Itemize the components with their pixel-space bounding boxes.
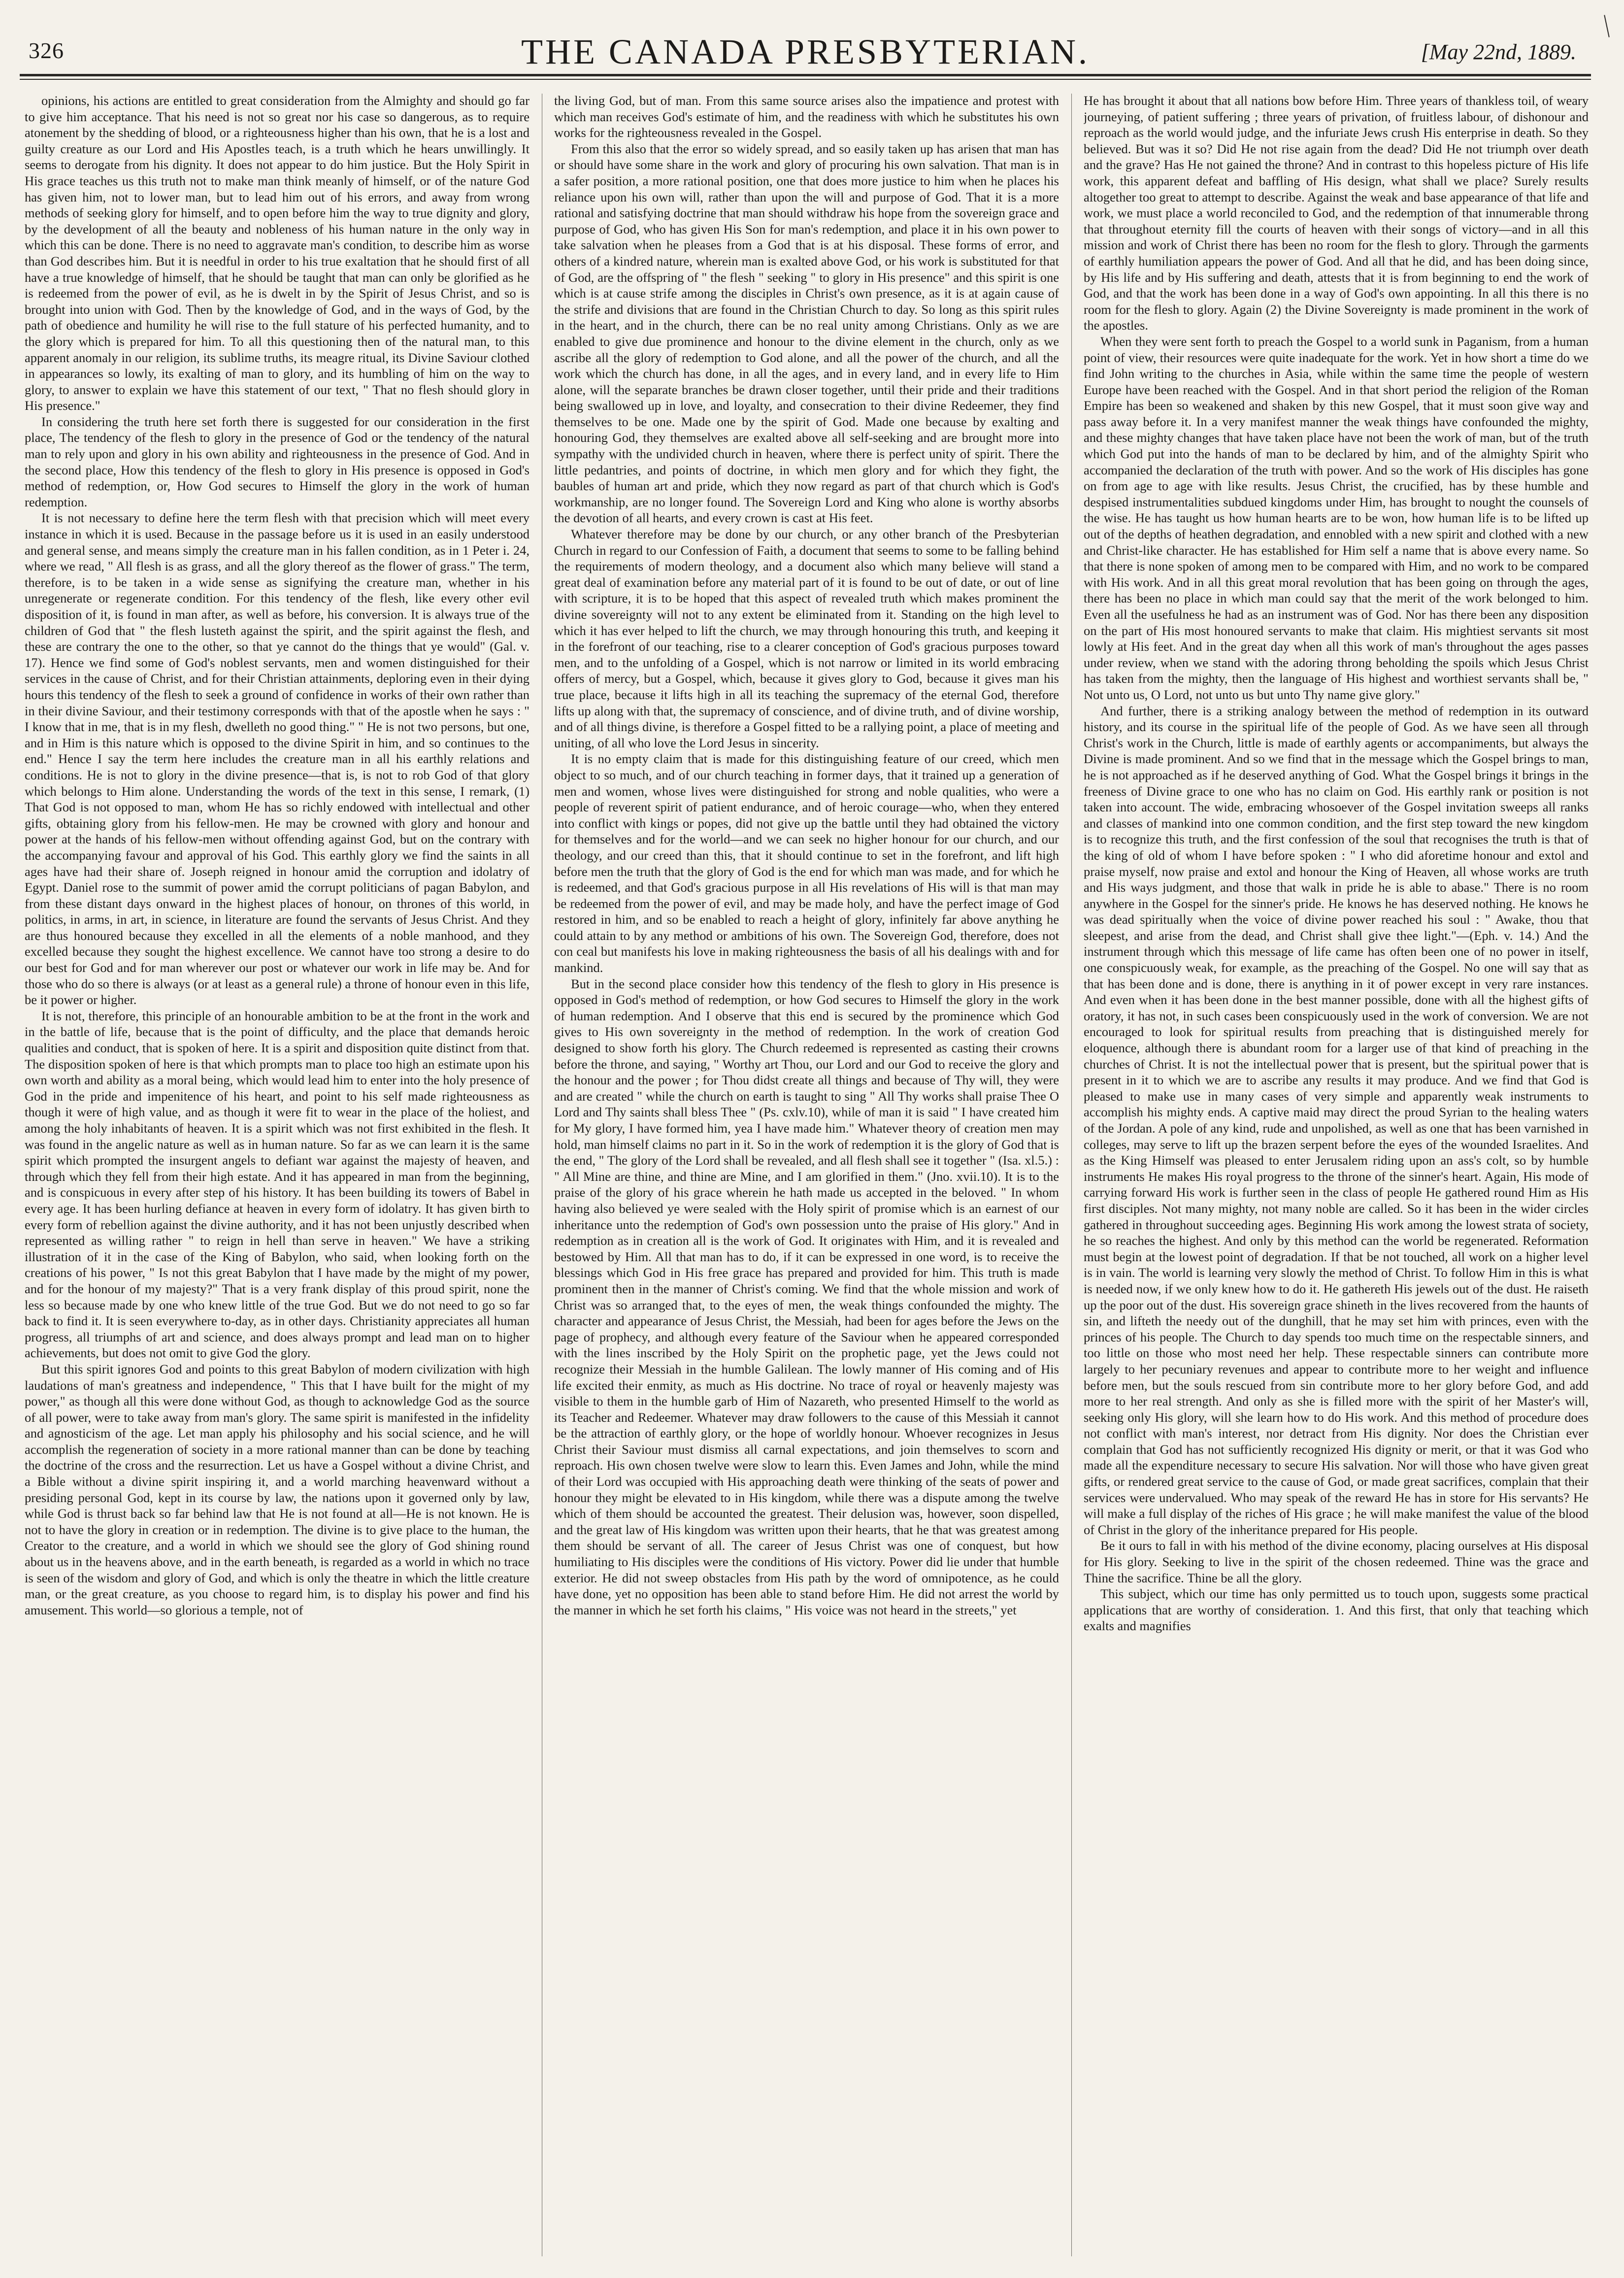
corner-mark [1604,15,1610,37]
newspaper-title: THE CANADA PRESBYTERIAN. [521,32,1090,71]
masthead [20,29,1591,74]
text-column-2 [554,93,1059,2260]
text-column-3 [1084,93,1589,2260]
paragraph: This subject, which our time has only permitted us to touch upon, suggests some practical applications that are worthy of consideration. 1. And this first, that only that teaching which exalts and magnifies [1084,1586,1589,1634]
paragraph: the living God, but of man. From this same source arises also the impatience and protest with which man receives God's estimate of him, and the readiness with which he substitutes his own works for the righteousness revealed in the Gospel. [554,93,1059,140]
paragraph: opinions, his actions are entitled to great consideration from the Almighty and should go far to give him acceptance. That his need is not so great nor his case so dangerous, as to require atonement by the shedding of blood, or a righteousness higher than his own, that he is a lost and guilty creature as our Lord and His Apostles teach, is a truth which he hears unwillingly. It seems to derogate from his dignity. It does not appear to do him justice. But the Holy Spirit in His grace teaches us this truth not to make man think meanly of himself, or of the nature God has given him, not to lower man, but to lead him out of his errors, and away from wrong methods of seeking glory for himself, and to open before him the way to true dignity and glory, by the development of all the beauty and nobleness of his human nature in the only way in which this can be done. There is no need to aggravate man's condition, to describe him as worse than God describes him. But it is needful in order to his true exaltation that he should first of all have a true knowledge of himself, that he should be taught that man can only be glorified as he is redeemed from the power of evil, as he is dwelt in by the Spirit of Jesus Christ, and so is brought into union with God. Then by the knowledge of God, and in the ways of God, by the path of obedience and humility he will rise to the full stature of his perfected humanity, and to the glory which is prepared for him. To all this questioning then of the natural man, to this apparent anomaly in our religion, its sublime truths, its meagre ritual, its Divine Saviour clothed in appearances so lowly, its exalting of man to glory, and its humbling of him on the way to glory, to answer to explain we have this statement of our text, " That no flesh should glory in His presence." [25,93,530,413]
paragraph: From this also that the error so widely spread, and so easily taken up has arisen that man has or should have some share in the work and glory of procuring his own salvation. That man is in a safer position, a more rational position, one that does more justice to him when he places his reliance upon his own will, rather than upon the will and purpose of God. That it is a more rational and satisfying doctrine that man should withdraw his hope from the sovereign grace and purpose of God, who has given His Son for man's redemption, and place it in his own power to take salvation when he pleases from a God that is at his disposal. These forms of error, and others of a kindred nature, wherein man is exalted above God, or his work is substituted for that of God, are the offspring of " the flesh " seeking " to glory in His presence" and this spirit is one which is at cause strife among the disciples in Christ's own presence, as it is at again cause of the strife and divisions that are found in the Christian Church to day. So long as this spirit rules in the heart, and in the church, there can be no real unity among Christians. Only as we are enabled to give due prominence and honour to the divine element in the church, only as we ascribe all the glory of redemption to God alone, and all the power of the church, and all the work which the church has done, in all the ages, and in every land, and in every life to Him alone, will the separate branches be drawn closer together, until their pride and their traditions being swallowed up in love, and loyalty, and consecration to their divine Redeemer, they find themselves to be one. Made one by the spirit of God. Made one because by exalting and honouring God, they themselves are exalted above all self-seeking and are brought more into sympathy with the undivided church in heaven, where there is perfect unity of spirit. There the little pedantries, and points of doctrine, in which men glory and for which they fight, the baubles of human art and pride, which they now regard as part of that church which is God's workmanship, are no longer found. The Sovereign Lord and King who alone is worthy absorbs the devotion of all hearts, and every crown is cast at His feet. [554,141,1059,526]
paragraph: It is not, therefore, this principle of an honourable ambition to be at the front in the work and in the battle of life, because that is the point of difficulty, and the place that demands heroic qualities and conduct, that is spoken of here. It is a spirit and disposition quite distinct from that. The disposition spoken of here is that which prompts man to place too high an estimate upon his own worth and ability as a moral being, which would lead him to enter into the holy presence of God in the pride and impenitence of his heart, and point to his self made righteousness as though it were of high value, and as though it were fit to wear in the place of the holiest, and among the holy inhabitants of heaven. It is a spirit which was not first exhibited in the flesh. It was found in the angelic nature as well as in human nature. So far as we can learn it is the same spirit which prompted the insurgent angels to defiant war against the majesty of heaven, and through which they fell from their high estate. And it has appeared in man from the beginning, and is conspicuous in every after step of his history. It has been building its towers of Babel in every age. It has been hurling defiance at heaven in every form of idolatry. It has given birth to every form of rebellion against the divine authority, and it has not been unjustly described when represented as willing rather " to reign in hell than serve in heaven." We have a striking illustration of it in the case of the King of Babylon, who said, when looking forth on the creations of his power, " Is not this great Babylon that I have made by the might of my power, and for the honour of my majesty?" That is a very frank display of this proud spirit, none the less so because made by one who knew little of the true God. But we do not need to go so far back to find it. It is seen everywhere to-day, as in other days. Christianity appreciates all human progress, all triumphs of art and science, and does always prompt and lead man on to higher achievements, but does not omit to give God the glory. [25,1008,530,1361]
paragraph: When they were sent forth to preach the Gospel to a world sunk in Paganism, from a human point of view, their resources were quite inadequate for the work. Yet in how short a time do we find John writing to the churches in Asia, while within the same time the people of western Europe have been reached with the Gospel. And in that short period the religion of the Roman Empire has been so weakened and shaken by this new Gospel, that it must soon give way and pass away before it. In a very manifest manner the weak things have confounded the mighty, and these mighty changes that have taken place have not been the work of man, but of the truth which God put into the hands of man to be declared by him, and of the almighty Spirit who accompanied the declaration of the truth with power. And so the work of His disciples has gone on from age to age with like results. Jesus Christ, the crucified, has by these humble and despised instrumentalities subdued kingdoms under Him, has brought to nought the counsels of the wise. He has taught us how human hearts are to be won, how human life is to be lifted up out of the depths of heathen degradation, and ennobled with a new spirit and clothed with a new and Christ-like character. He has established for Him self a name that is above every name. So that there is none spoken of among men to be compared with Him, and no work to be compared with His work. And in all this great moral revolution that has been going on through the ages, there has been no place in which man could say that the merit of the work belonged to him. Even all the usefulness he had as an instrument was of God. Nor has there been any disposition on the part of His most honoured servants to make that claim. His mightiest servants sit most lowly at His feet. And in the great day when all this work of man's throughout the ages passes under review, when we stand with the adoring throng beholding the spoils which Jesus Christ has taken from the mighty, then the language of His highest and worthiest servants shall be, " Not unto us, O Lord, not unto us but unto Thy name give glory." [1084,334,1589,702]
issue-date: [May 22nd, 1889. [1421,40,1576,64]
paragraph: It is not necessary to define here the term flesh with that precision which will meet every instance in which it is used. Because in the passage before us it is used in an easily understood and general sense, and means simply the creature man in his fallen condition, as in 1 Peter i. 24, where we read, " All flesh is as grass, and all the glory thereof as the flower of grass." The term, therefore, is to be taken in a wide sense as signifying the creature man, whether in his unregenerate or regenerate condition. For this tendency of the flesh, like every other evil disposition of it, is found in man after, as well as before, his conversion. It is always true of the children of God that " the flesh lusteth against the spirit, and the spirit against the flesh, and these are contrary the one to the other, so that ye cannot do the things that ye would" (Gal. v. 17). Hence we find some of God's noblest servants, men and women distinguished for their services in the cause of Christ, and for their Christian attainments, deploring even in their dying hours this tendency of the flesh to seek a ground of confidence in works of their own rather than in their divine Saviour, and their testimony corresponds with that of the apostle when he says : " I know that in me, that is in my flesh, dwelleth no good thing." " He is not two persons, but one, and in Him is this nature which is opposed to the divine Spirit in him, and so continues to the end." Hence I say the term here includes the creature man in all his earthly relations and conditions. He is not to glory in the divine presence—that is, is not to rob God of that glory which belongs to Him alone. Understanding the words of the text in this sense, I remark, (1) That God is not opposed to man, whom He has so richly endowed with intellectual and other gifts, obtaining glory from his fellow-men. He may be crowned with glory and honour and power at the hands of his fellow-men without offending against God, but on the contrary with the accompanying favour and approval of his God. This earthly glory we find the saints in all ages have had their share of. Joseph reigned in honour amid the corruption and idolatry of Egypt. Daniel rose to the summit of power amid the corrupt politicians of pagan Babylon, and from these distant days onward in the highest places of honour, on thrones of this world, in politics, in arms, in art, in science, in literature are found the servants of Jesus Christ. And they are thus honoured because they excelled in all the elements of a noble manhood, and they excelled because they sought the highest excellence. We cannot have too strong a desire to do our best for God and for man wherever our post or whatever our work in life may be. And for those who do so there is always (or at least as a general rule) a throne of honour even in this life, be it power or higher. [25,510,530,1007]
paragraph: It is no empty claim that is made for this distinguishing feature of our creed, which men object to so much, and of our church teaching in former days, that it trained up a generation of men and women, whose lives were distinguished for strong and noble qualities, who were a people of reverent spirit of patient endurance, and of heroic courage—who, when they entered into conflict with kings or popes, did not give up the battle until they had obtained the victory for themselves and for the world—and we can seek no higher honour for our church, and our theology, and our creed than this, that it should continue to set in the forefront, and lift high before men the truth that the glory of God is the end for which man was made, and for which he is redeemed, and that God's gracious purpose in all His revelations of His will is that man may be redeemed from the power of evil, and may be made holy, and have the perfect image of God restored in him, and so be enabled to reach a height of glory, infinitely far above anything he could attain to by any method or ambitions of his own. The Sovereign God, therefore, does not con ceal but manifests his love in making righteousness the basis of all his dealings with and for mankind. [554,751,1059,975]
paragraph: Be it ours to fall in with his method of the divine economy, placing ourselves at His disposal for His glory. Seeking to live in the spirit of the chosen redeemed. Thine was the grace and Thine the sacrifice. Thine be all the glory. [1084,1538,1589,1585]
column-divider [1071,94,1072,2256]
paragraph: He has brought it about that all nations bow before Him. Three years of thankless toil, of weary journeying, of patient suffering ; three years of privation, of fruitless labour, of dishonour and reproach as the world would judge, and the infuriate Jews crush His enterprise in death. So they believed. But was it so? Did He not rise again from the dead? Did He not triumph over death and the grave? Has He not gained the throne? And in contrast to this hopeless picture of His life work, this apparent defeat and baffling of His design, what shall we place? Surely results altogether too great to attempt to describe. Against the weak and base appearance of that life and work, we must place a world reconciled to God, and the redemption of that innumerable throng that throughout eternity fill the courts of heaven with their songs of victory—and in all this mission and work of Christ there has been no room for the flesh to glory. Through the garments of earthly humiliation appears the power of God. And all that he did, and has been doing since, by His life and by His suffering and death, attests that it is from beginning to end the work of God, and that the work has been done in a way of God's own appointing. In all this there is no room for the flesh to glory. Again (2) the Divine Sovereignty is made prominent in the work of the apostles. [1084,93,1589,333]
paragraph: But this spirit ignores God and points to this great Babylon of modern civilization with high laudations of man's greatness and independence, " This that I have built for the might of my power," as though all this were done without God, as though to acknowledge God as the source of all power, were to take away from man's glory. The same spirit is manifested in the infidelity and agnosticism of the age. Let man apply his philosophy and his social science, and he will accomplish the regeneration of society in a more rational manner than can be done by teaching the doctrine of the cross and the resurrection. Let us have a Gospel without a divine Christ, and a Bible without a divine spirit inspiring it, and a world marching heavenward without a presiding personal God, kept in its course by law, the nations upon it governed only by law, while God is thrust back so far behind law that He is not found at all—He is not known. He is not to have the glory in creation or in redemption. The divine is to give place to the human, the Creator to the creature, and a world in which we should see the glory of God shining round about us in the heavens above, and in the earth beneath, is regarded as a world in which no trace is seen of the wisdom and glory of God, and which is only the theatre in which the little creature man, or the great creature, as you choose to regard him, is to display his power and find his amusement. This world—so glorious a temple, not of [25,1361,530,1617]
page-number: 326 [29,38,64,63]
paragraph: In considering the truth here set forth there is suggested for our consideration in the first place, The tendency of the flesh to glory in the presence of God or the tendency of the natural man to rely upon and glory in his own ability and righteousness in the presence of God. And in the second place, How this tendency of the flesh to glory in His presence is opposed in God's method of redemption, or, How God secures to Himself the glory in the work of human redemption. [25,414,530,509]
masthead-rule-thin [20,79,1591,80]
masthead-rule-thick [20,74,1591,76]
paragraph: But in the second place consider how this tendency of the flesh to glory in His presence is opposed in God's method of redemption, or how God secures to Himself the glory in the work of human redemption. And I observe that this end is secured by the prominence which God gives to His own sovereignty in the method of redemption. In the work of creation God designed to show forth his glory. The Church redeemed is represented as casting their crowns before the throne, and saying, " Worthy art Thou, our Lord and our God to receive the glory and the honour and the power ; for Thou didst create all things and because of Thy will, they were and are created " while the church on earth is taught to sing " All Thy works shall praise Thee O Lord and Thy saints shall bless Thee " (Ps. cxlv.10), while of man it is said " I have created him for My glory, I have formed him, yea I have made him." Whatever theory of creation men may hold, man himself claims no part in it. So in the work of redemption it is the glory of God that is the end, " The glory of the Lord shall be revealed, and all flesh shall see it together " (Isa. xl.5.) : " All Mine are thine, and thine are Mine, and I am glorified in them." (Jno. xvii.10). It is to the praise of the glory of his grace wherein he hath made us accepted in the beloved. " In whom having also believed ye were sealed with the Holy spirit of promise which is an earnest of our inheritance unto the redemption of God's own possession unto the praise of His glory." And in redemption as in creation all is the work of God. It originates with Him, and it is revealed and bestowed by Him. All that man has to do, if it can be expressed in one word, is to receive the blessings which God in His free grace has prepared and provided for him. This truth is made prominent then in the manner of Christ's coming. We find that the whole mission and work of Christ was so arranged that, to the eyes of men, the weak things confounded the mighty. The character and appearance of Jesus Christ, the Messiah, had been for ages before the Jews on the page of prophecy, and although every feature of the Saviour when he appeared corresponded with the lines inscribed by the Holy Spirit on the prophetic page, yet the Jews could not recognize their Messiah in the humble Galilean. The lowly manner of His coming and of His life excited their enmity, as much as His doctrine. No trace of royal or heavenly majesty was visible to them in the humble garb of Him of Nazareth, who presented Himself to the world as its Teacher and Redeemer. Whatever may draw followers to the cause of this Messiah it cannot be the attraction of earthly glory, or the hope of worldly honour. Whoever recognizes in Jesus Christ their Saviour must dismiss all carnal expectations, and join themselves to scorn and reproach. His own chosen twelve were slow to learn this. Even James and John, while the mind of their Lord was occupied with His approaching death were thinking of the seats of power and honour they might be elevated to in His kingdom, while there was a dispute among the twelve which of them should be accounted the greatest. Their delusion was, however, soon dispelled, and the great law of His kingdom was written upon their hearts, that he that was greatest among them should be servant of all. The career of Jesus Christ was one of conquest, but how humiliating to His disciples were the conditions of His victory. Power did lie under that humble exterior. He did not sweep obstacles from His path by the word of omnipotence, as he could have done, yet no opposition has been able to stand before Him. He did not arrest the world by the manner in which he set forth his claims, " His voice was not heard in the streets," yet [554,976,1059,1617]
text-column-1 [25,93,530,2260]
paragraph: Whatever therefore may be done by our church, or any other branch of the Presbyterian Church in regard to our Confession of Faith, a document that seems to some to be falling behind the requirements of modern theology, and a document also which many believe will stand a great deal of examination before any material part of it is found to be out of date, or out of line with scripture, it is to be hoped that this aspect of revealed truth which makes prominent the divine sovereignty will not to any extent be eliminated from it. Standing on the high level to which it has ever helped to lift the church, we may through honouring this truth, and keeping it in the forefront of our teaching, rise to a clearer conception of God's gracious purposes toward men, and to the unfolding of a Gospel, which is not narrow or limited in its world embracing offers of mercy, but a Gospel, which, because it gives glory to God, because it gives man his true place, because it lifts high in all its teaching the supremacy of the eternal God, therefore lifts up along with that, the supremacy of conscience, and of divine truth, and of divine worship, and of all things divine, is therefore a Gospel fitted to be a rallying point, a place of meeting and uniting, of all who love the Lord Jesus in sincerity. [554,527,1059,750]
paragraph: And further, there is a striking analogy between the method of redemption in its outward history, and its course in the spiritual life of the people of God. As we have seen all through Christ's work in the Church, little is made of earthly agents or accompaniments, but always the Divine is made prominent. And so we find that in the message which the Gospel brings to man, he is not approached as if he deserved anything of God. What the Gospel brings it brings in the freeness of Divine grace to one who has no claim on God. His earthly rank or position is not taken into account. The wide, embracing whosoever of the Gospel invitation sweeps all ranks and classes of mankind into one common condition, and the first step toward the new kingdom is to recognize this truth, and the first confession of the soul that recognises the truth is that of the king of old of whom I have before spoken : " I who did aforetime honour and extol and praise myself, now praise and extol and honour the King of Heaven, all whose works are truth and His ways judgment, and those that walk in pride he is able to abase." There is no room anywhere in the Gospel for the sinner's pride. He knows he has deserved nothing. He knows he was dead spiritually when the voice of divine power reached his soul : " Awake, thou that sleepest, and arise from the dead, and Christ shall give thee light."—(Eph. v. 14.) And the instrument through which this message of life came has often been one of no power in itself, one conspicuously weak, for example, as the preaching of the Gospel. No one will say that as that has been done and is done, there is anything in it of power except in very rare instances. And even when it has been done in the best manner possible, done with all the highest gifts of oratory, it has not, in such cases been conspicuously used in the work of conversion. We are not encouraged to look for spiritual results from preaching that is distinguished merely for eloquence, although there is abundant room for a larger use of that kind of preaching in the churches of Christ. It is not the intellectual power that is present, but the spiritual power that is present in it to which we are to ascribe any results it may produce. And we find that God is pleased to make use in many cases of very simple and apparently weak instruments to accomplish his mighty ends. A captive maid may direct the proud Syrian to the healing waters of the Jordan. A pole of any kind, rude and unpolished, as well as one that has been varnished in colleges, may serve to lift up the brazen serpent before the eyes of the wounded Israelites. And as the King Himself was pleased to enter Jerusalem riding upon an ass's colt, so by humble instruments He makes His royal progress to the throne of the sinner's heart. Again, His mode of carrying forward His work is further seen in the class of people He gathered round Him as His first disciples. Not many mighty, not many noble are called. So it has been in the wider circles gathered in throughout succeeding ages. Beginning His work among the lowest strata of society, he so reaches the highest. And only by this method can the world be regenerated. Reformation must begin at the lowest point of degradation. If that be not touched, all work on a higher level is in vain. The world is learning very slowly the method of Christ. To follow Him in this is what is needed now, if we only knew how to do it. He gathereth His jewels out of the dust. He raiseth up the poor out of the dust. His sovereign grace shineth in the lives recovered from the haunts of sin, and lifteth the needy out of the dunghill, that he may set him with princes, even with the princes of his people. The Church to day spends too much time on the respectable sinners, and too little on those who most need her help. These respectable sinners can contribute more largely to her pecuniary revenues and appear to contribute more to her weight and influence before men, but the souls rescued from sin contribute more to her glory before God, and add more to her real strength. And only as she is filled more with the spirit of her Master's will, seeking only His glory, will she learn how to do His work. And this method of procedure does not conflict with man's interest, nor detract from His dignity. Nor does the Christian ever complain that God has not sufficiently recognized His dignity or merit, or that it was God who made all the expenditure necessary to secure His salvation. Nor will those who have given great gifts, or rendered great service to the cause of God, or made great sacrifices, complain that their services were undervalued. Who may speak of the reward He has in store for His servants? He will make a full display of the riches of His grace ; he will make manifest the value of the blood of Christ in the glory of the inheritance prepared for His people. [1084,703,1589,1537]
